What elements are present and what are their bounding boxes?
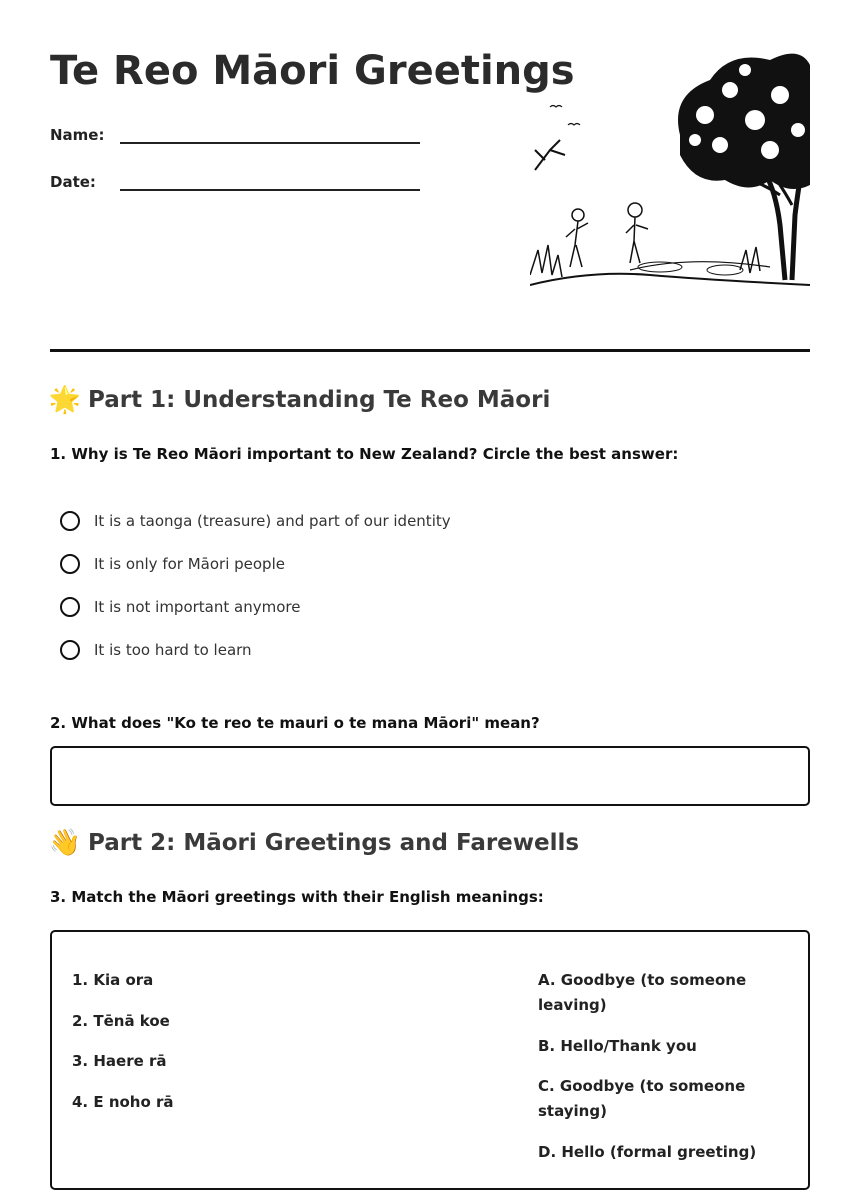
part2-heading-text: Part 2: Māori Greetings and Farewells — [88, 830, 580, 856]
section-divider — [50, 349, 810, 352]
option-label: It is not important anymore — [94, 598, 301, 616]
radio-circle-icon[interactable] — [60, 640, 80, 660]
worksheet-title: Te Reo Māori Greetings — [50, 48, 575, 94]
star-icon: 🌟 — [48, 385, 82, 415]
english-meanings-list — [538, 968, 798, 1180]
date-input-line[interactable] — [120, 169, 420, 191]
option-2[interactable] — [60, 554, 285, 574]
part1-heading — [50, 385, 550, 415]
option-label: It is only for Māori people — [94, 555, 285, 573]
maori-greetings-list — [72, 968, 174, 1130]
matching-box — [50, 930, 810, 1190]
option-label: It is too hard to learn — [94, 641, 252, 659]
question-1: 1. Why is Te Reo Māori important to New Zealand? Circle the best answer: — [50, 445, 679, 463]
part1-heading-text: Part 1: Understanding Te Reo Māori — [88, 387, 551, 413]
radio-circle-icon[interactable] — [60, 511, 80, 531]
greeting-item: 2. Tēnā koe — [72, 1011, 170, 1030]
greeting-item: 1. Kia ora — [72, 971, 154, 989]
name-input-line[interactable] — [120, 122, 420, 144]
greeting-item: 4. E noho rā — [72, 1092, 174, 1111]
meaning-item: D. Hello (formal greeting) — [538, 1142, 757, 1161]
option-3[interactable] — [60, 597, 300, 617]
name-field — [50, 122, 420, 144]
option-1[interactable] — [60, 511, 451, 531]
meaning-item: A. Goodbye (to someone leaving) — [538, 971, 747, 1014]
radio-circle-icon[interactable] — [60, 597, 80, 617]
name-label: Name: — [50, 126, 105, 144]
waving-hand-icon: 👋 — [48, 828, 82, 858]
date-label: Date: — [50, 173, 96, 191]
radio-circle-icon[interactable] — [60, 554, 80, 574]
tree-and-children-illustration — [530, 45, 810, 295]
option-label: It is a taonga (treasure) and part of our identity — [94, 512, 451, 530]
question-2-answer-box[interactable] — [50, 746, 810, 806]
question-2: 2. What does "Ko te reo te mauri o te mana Māori" mean? — [50, 714, 540, 732]
option-4[interactable] — [60, 640, 252, 660]
greeting-item: 3. Haere rā — [72, 1052, 167, 1070]
meaning-item: C. Goodbye (to someone staying) — [538, 1077, 746, 1120]
meaning-item: B. Hello/Thank you — [538, 1036, 697, 1055]
date-field — [50, 169, 420, 191]
part2-heading — [50, 828, 579, 858]
question-3: 3. Match the Māori greetings with their English meanings: — [50, 888, 544, 906]
